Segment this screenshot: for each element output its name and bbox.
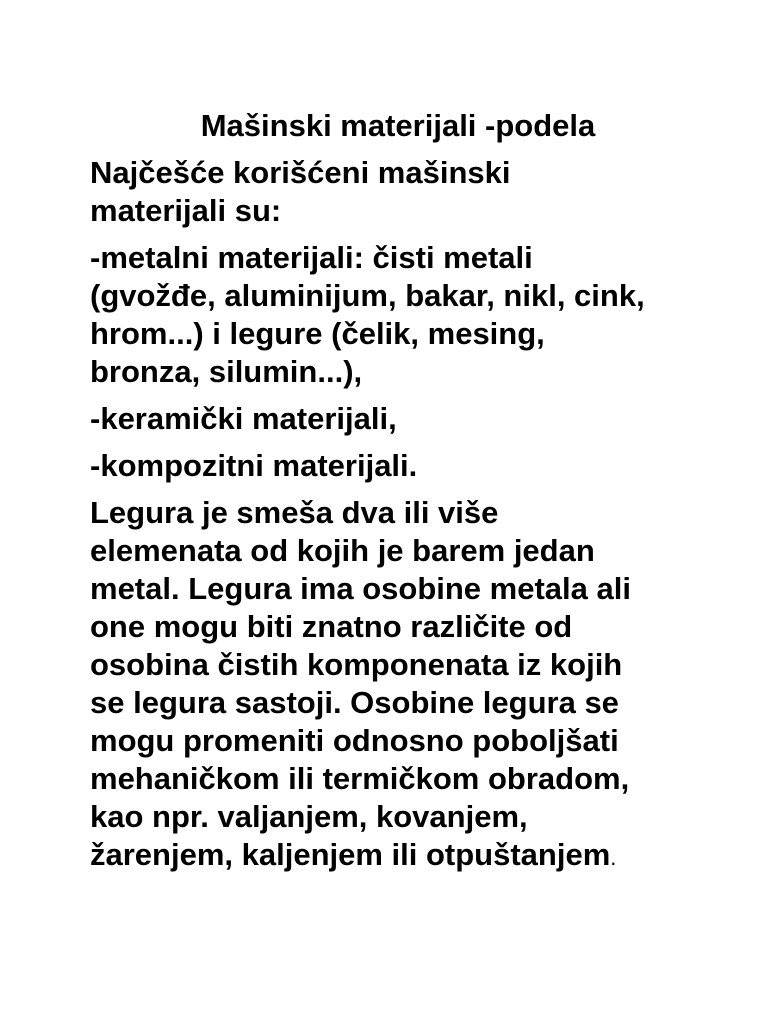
paragraph-intro bbox=[90, 154, 710, 230]
text-line: hrom...) i legure (čelik, mesing, bbox=[90, 316, 545, 351]
text-line: bronza, silumin...), bbox=[90, 354, 363, 389]
text-line: Legura je smeša dva ili više bbox=[90, 495, 499, 530]
document-body bbox=[90, 154, 710, 886]
final-period: . bbox=[610, 845, 617, 870]
text-line: -keramički materijali, bbox=[90, 401, 397, 436]
text-line: kao npr. valjanjem, kovanjem, bbox=[90, 799, 528, 834]
text-line: metal. Legura ima osobine metala ali bbox=[90, 571, 631, 606]
page-title: Mašinski materijali -podela bbox=[200, 108, 596, 143]
text-line: -kompozitni materijali. bbox=[90, 448, 418, 483]
text-line: -metalni materijali: čisti metali bbox=[90, 240, 533, 275]
text-line-content: žarenjem, kaljenjem ili otpuštanjem bbox=[90, 837, 611, 872]
text-line: elemenata od kojih je barem jedan bbox=[90, 533, 595, 568]
text-line: materijali su: bbox=[90, 193, 282, 228]
paragraph-metallic-materials bbox=[90, 239, 710, 391]
text-line: osobina čistih komponenata iz kojih bbox=[90, 647, 623, 682]
text-line: one mogu biti znatno različite od bbox=[90, 609, 573, 644]
text-line-last bbox=[90, 836, 710, 877]
text-line: Najčešće korišćeni mašinski bbox=[90, 155, 511, 190]
text-line: (gvožđe, aluminijum, bakar, nikl, cink, bbox=[90, 278, 645, 313]
text-line: mehaničkom ili termičkom obradom, bbox=[90, 761, 630, 796]
paragraph-composite-materials bbox=[90, 447, 710, 485]
text-line: mogu promeniti odnosno poboljšati bbox=[90, 723, 619, 758]
text-line: se legura sastoji. Osobine legura se bbox=[90, 685, 619, 720]
paragraph-ceramic-materials bbox=[90, 400, 710, 438]
paragraph-alloy-definition bbox=[90, 494, 710, 877]
